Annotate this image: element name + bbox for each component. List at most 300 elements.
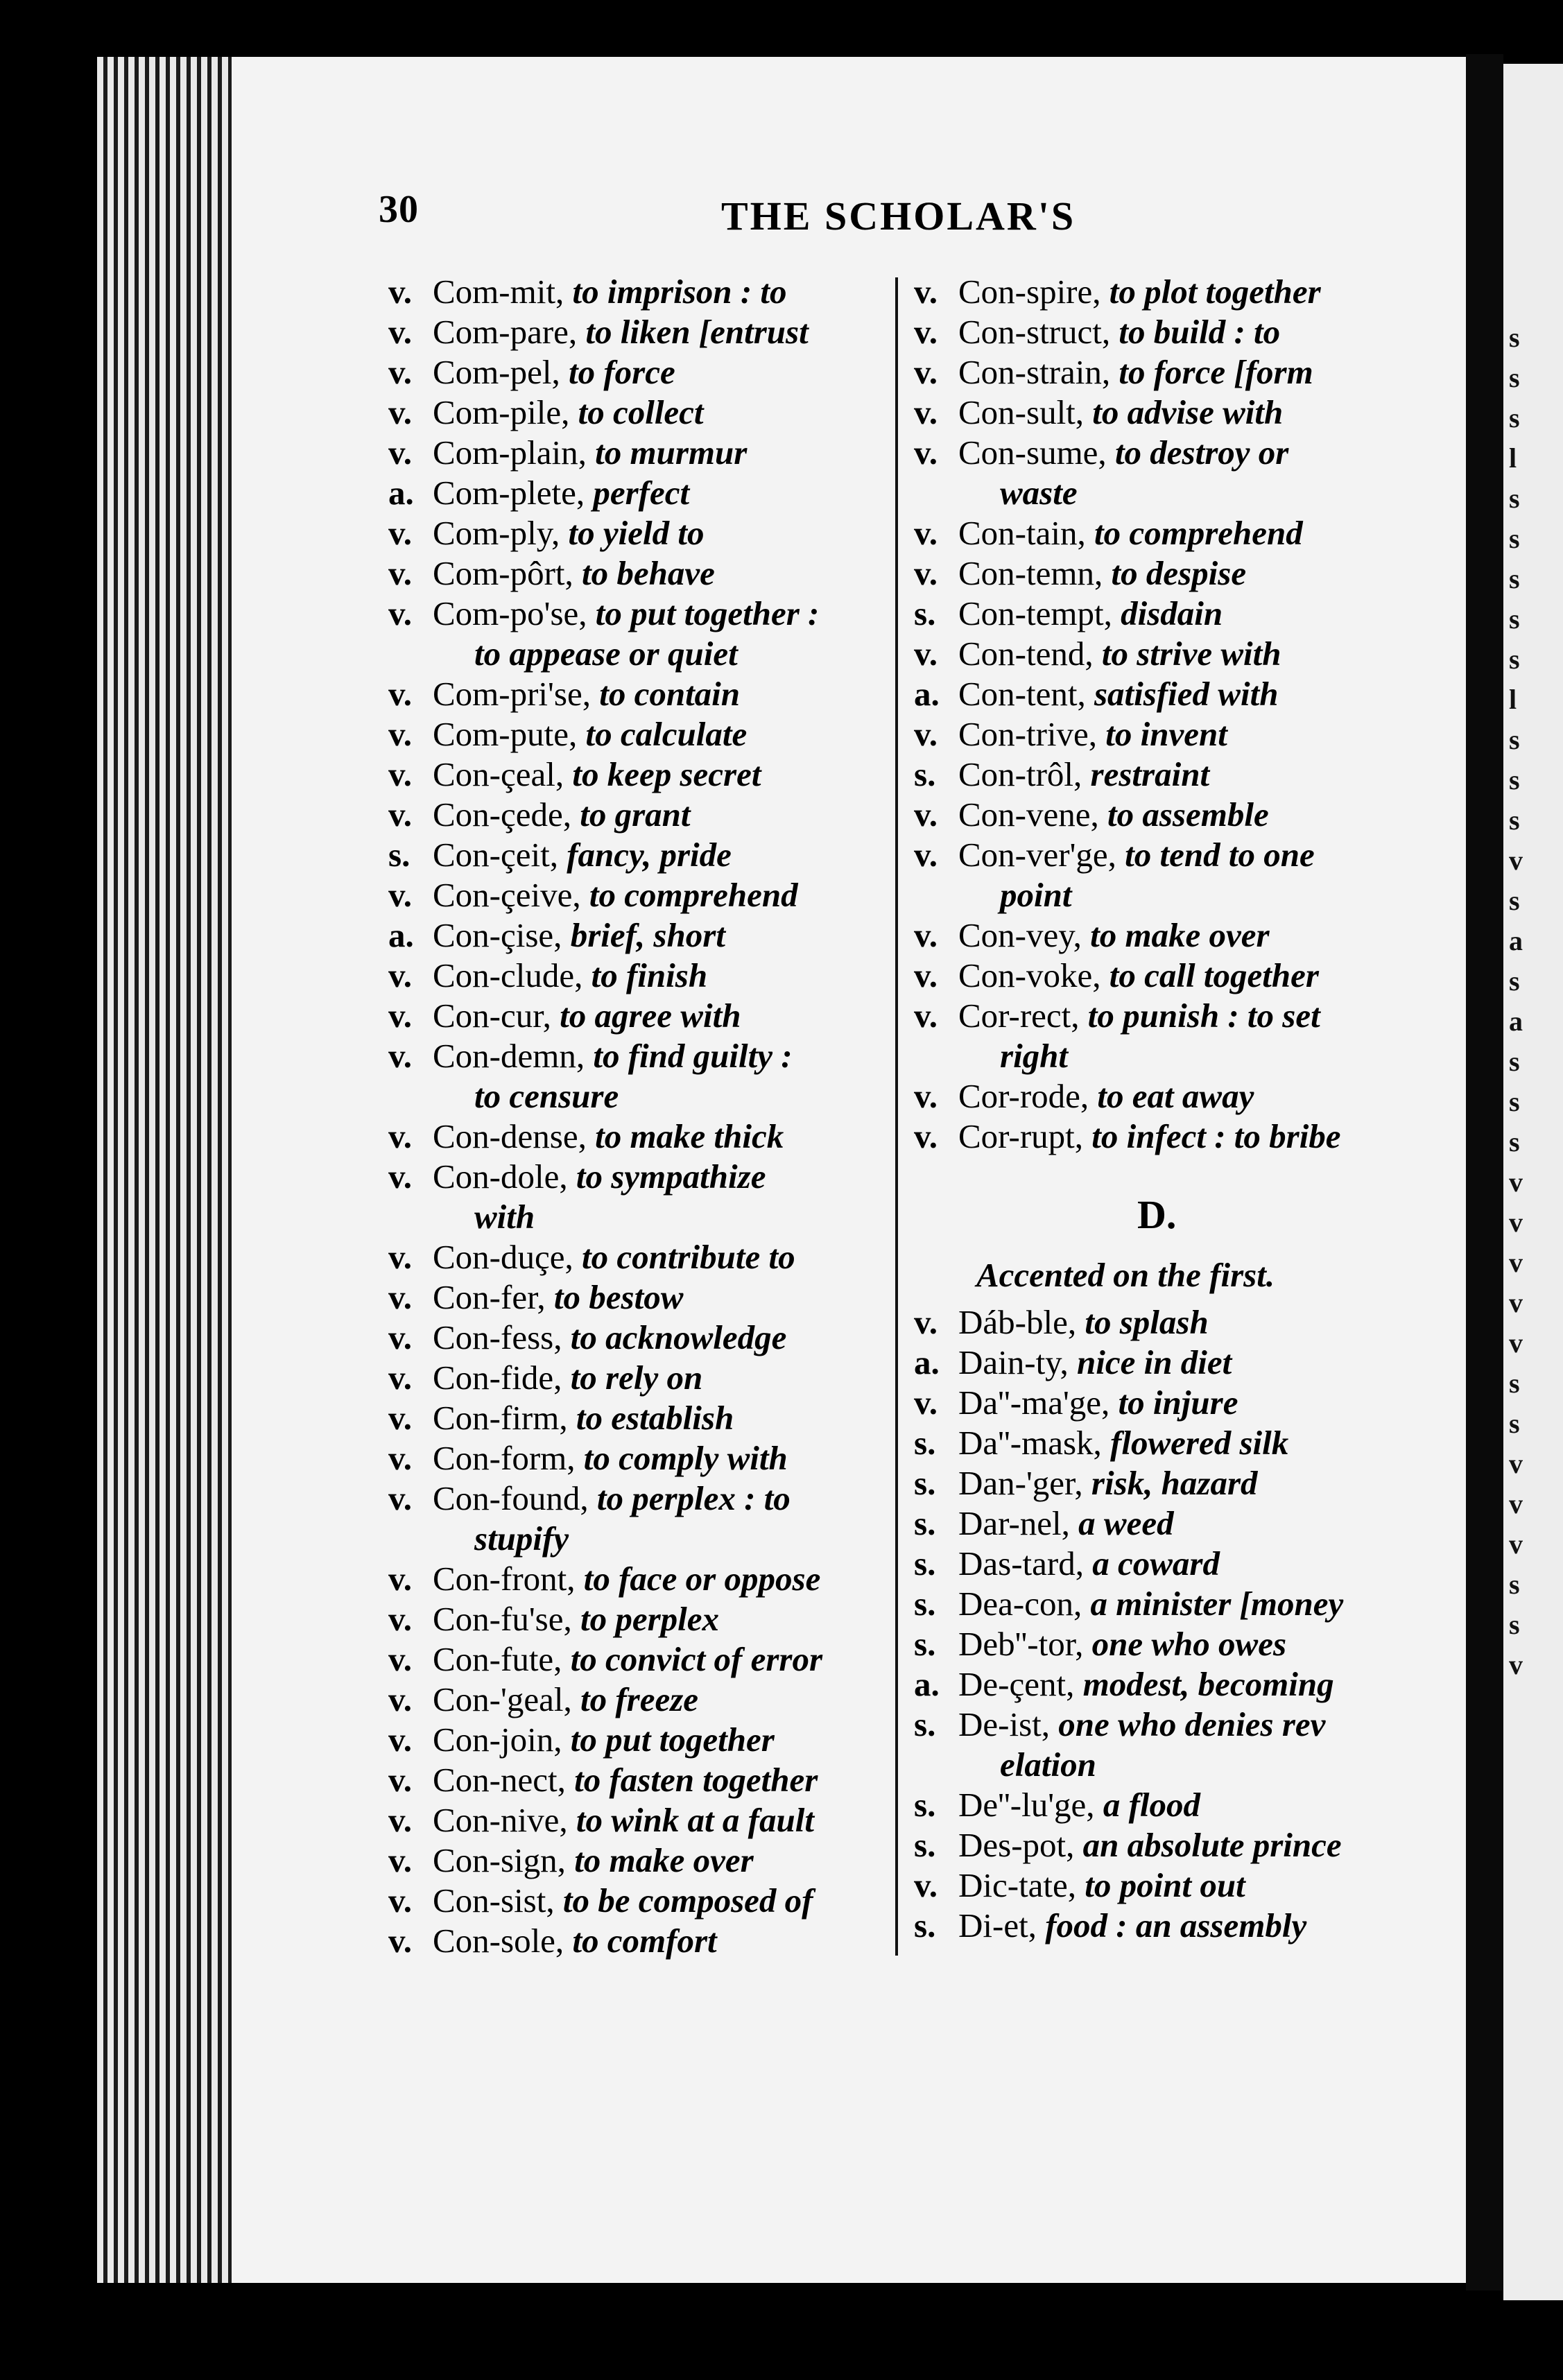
entry-word: Con-cur,	[433, 997, 551, 1035]
dictionary-entry	[914, 1036, 1431, 1076]
entry-word: Con-sole,	[433, 1922, 564, 1960]
entry-definition-continued: stupify	[474, 1519, 569, 1558]
part-of-speech: v.	[388, 1600, 413, 1638]
dictionary-entry	[914, 553, 1431, 594]
dictionary-entry	[914, 1076, 1431, 1116]
entry-word: De-çent,	[958, 1665, 1075, 1703]
dictionary-entry	[914, 915, 1431, 956]
entry-definition: to splash	[1085, 1303, 1209, 1341]
left-column	[388, 272, 891, 1961]
dictionary-entry	[914, 835, 1431, 875]
facing-page-fragment: v	[1509, 1207, 1523, 1238]
entry-definition: to comply with	[583, 1439, 788, 1477]
entry-word: Con-dense,	[433, 1117, 587, 1155]
part-of-speech: v.	[388, 1680, 413, 1718]
entry-definition: to invent	[1105, 715, 1227, 753]
facing-page-fragment: l	[1509, 442, 1517, 474]
part-of-speech: s.	[914, 1424, 936, 1462]
facing-page-fragment: s	[1509, 764, 1520, 795]
dictionary-entry	[914, 1503, 1431, 1544]
part-of-speech: v.	[388, 554, 413, 592]
entry-definition: to contain	[599, 675, 741, 713]
entry-definition: to tend to one	[1125, 836, 1315, 874]
entry-definition: to face or oppose	[583, 1560, 821, 1598]
dictionary-entry	[914, 714, 1431, 754]
entry-word: Cor-rode,	[958, 1077, 1089, 1115]
dictionary-entry	[914, 1664, 1431, 1705]
dictionary-entry	[388, 1358, 891, 1398]
part-of-speech: v.	[388, 876, 413, 914]
running-header: THE SCHOLAR'S	[721, 193, 1076, 239]
part-of-speech: v.	[388, 1439, 413, 1477]
part-of-speech: v.	[388, 313, 413, 351]
part-of-speech: v.	[914, 313, 938, 351]
part-of-speech: v.	[388, 433, 413, 472]
dictionary-entry	[914, 393, 1431, 433]
entry-definition: to put together :	[595, 594, 820, 632]
entry-definition: to force	[568, 353, 675, 391]
entry-word: Com-pôrt,	[433, 554, 573, 592]
dictionary-entry	[914, 1116, 1431, 1157]
dictionary-entry	[388, 1720, 891, 1760]
part-of-speech: v.	[914, 353, 938, 391]
entry-definition: to destroy or	[1114, 433, 1289, 472]
dictionary-entry	[388, 1881, 891, 1921]
entry-definition: modest, becoming	[1082, 1665, 1334, 1703]
entry-definition: to murmur	[595, 433, 748, 472]
entry-word: Con-dole,	[433, 1157, 568, 1196]
entry-word: Con-tend,	[958, 635, 1094, 673]
part-of-speech: v.	[388, 795, 413, 834]
entry-definition: to perplex : to	[596, 1479, 791, 1517]
entry-definition: to finish	[591, 956, 708, 994]
part-of-speech: s.	[914, 1826, 936, 1864]
dictionary-entry	[914, 594, 1431, 634]
part-of-speech: v.	[388, 393, 413, 431]
part-of-speech: v.	[388, 1157, 413, 1196]
entry-definition: to imprison : to	[572, 273, 787, 311]
dictionary-entry	[388, 1036, 891, 1076]
facing-page-strip	[1503, 64, 1563, 2300]
dictionary-entry	[914, 1705, 1431, 1745]
facing-page-fragment: s	[1509, 362, 1520, 393]
entry-word: Da''-ma'ge,	[958, 1383, 1110, 1422]
part-of-speech: v.	[914, 1303, 938, 1341]
part-of-speech: s.	[914, 1585, 936, 1623]
dictionary-entry	[388, 634, 891, 674]
facing-page-fragment: v	[1509, 1166, 1523, 1198]
entry-definition-continued: to appease or quiet	[474, 635, 738, 673]
part-of-speech: v.	[914, 635, 938, 673]
entry-definition: to make over	[574, 1841, 754, 1879]
entry-definition: to collect	[578, 393, 704, 431]
dictionary-entry	[914, 1544, 1431, 1584]
dictionary-entry	[388, 714, 891, 754]
part-of-speech: v.	[388, 514, 413, 552]
entry-definition: to eat away	[1097, 1077, 1254, 1115]
entry-word: Dea-con,	[958, 1585, 1082, 1623]
entry-word: Da''-mask,	[958, 1424, 1102, 1462]
dictionary-entry	[914, 1785, 1431, 1825]
part-of-speech: s.	[914, 1705, 936, 1743]
entry-definition: to make over	[1090, 916, 1270, 954]
dictionary-entry	[914, 634, 1431, 674]
entry-word: Con-tain,	[958, 514, 1086, 552]
dictionary-entry	[388, 915, 891, 956]
part-of-speech: v.	[388, 1761, 413, 1799]
entry-definition: to comfort	[572, 1922, 717, 1960]
entry-word: Con-'geal,	[433, 1680, 572, 1718]
dictionary-entry	[388, 754, 891, 795]
dictionary-entry	[388, 1680, 891, 1720]
dictionary-entry	[388, 352, 891, 393]
entry-definition-continued: to censure	[474, 1077, 619, 1115]
entry-definition: to grant	[580, 795, 691, 834]
entry-definition-continued: elation	[1000, 1745, 1096, 1784]
right-column	[914, 272, 1431, 1157]
entry-word: Con-sist,	[433, 1881, 555, 1920]
entry-definition: to fasten together	[574, 1761, 818, 1799]
entry-word: Con-fide,	[433, 1359, 562, 1397]
facing-page-fragment: s	[1509, 1368, 1520, 1399]
part-of-speech: v.	[914, 273, 938, 311]
part-of-speech: v.	[914, 715, 938, 753]
facing-page-fragment: v	[1509, 1448, 1523, 1479]
dictionary-entry	[388, 1639, 891, 1680]
entry-definition: to advise with	[1092, 393, 1284, 431]
entry-word: Con-trôl,	[958, 755, 1082, 793]
part-of-speech: v.	[914, 514, 938, 552]
entry-definition-continued: waste	[1000, 474, 1078, 512]
facing-page-fragment: v	[1509, 1247, 1523, 1278]
entry-definition-continued: point	[1000, 876, 1072, 914]
entry-definition: to convict of error	[570, 1640, 823, 1678]
part-of-speech: s.	[914, 1906, 936, 1944]
dictionary-entry	[914, 1624, 1431, 1664]
entry-word: Con-clude,	[433, 956, 583, 994]
facing-page-fragment: v	[1509, 1488, 1523, 1519]
entry-word: Con-found,	[433, 1479, 589, 1517]
part-of-speech: v.	[388, 1359, 413, 1397]
page-number: 30	[379, 188, 419, 231]
entry-word: Con-sign,	[433, 1841, 566, 1879]
dictionary-entry	[388, 674, 891, 714]
entry-word: Con-ver'ge,	[958, 836, 1116, 874]
entry-definition: an absolute prince	[1082, 1826, 1342, 1864]
part-of-speech: v.	[388, 1922, 413, 1960]
entry-definition: to put together	[570, 1721, 775, 1759]
entry-word: Con-fer,	[433, 1278, 546, 1316]
entry-word: Dain-ty,	[958, 1343, 1069, 1381]
entry-word: De''-lu'ge,	[958, 1786, 1095, 1824]
entry-word: Dan-'ger,	[958, 1464, 1083, 1502]
entry-definition: perfect	[593, 474, 690, 512]
part-of-speech: v.	[388, 1479, 413, 1517]
part-of-speech: v.	[914, 554, 938, 592]
dictionary-entry	[388, 1076, 891, 1116]
entry-word: Con-spire,	[958, 273, 1101, 311]
book-page-edges	[97, 57, 234, 2283]
section-subheading: Accented on the first.	[976, 1256, 1275, 1294]
entry-word: Con-voke,	[958, 956, 1101, 994]
part-of-speech: a.	[914, 1343, 940, 1381]
dictionary-entry	[914, 272, 1431, 312]
entry-definition: risk, hazard	[1091, 1464, 1258, 1502]
part-of-speech: a.	[388, 474, 414, 512]
entry-word: Com-pare,	[433, 313, 578, 351]
entry-definition: a minister [money	[1090, 1585, 1344, 1623]
entry-word: Com-pri'se,	[433, 675, 591, 713]
part-of-speech: s.	[914, 1464, 936, 1502]
dictionary-entry	[388, 1438, 891, 1478]
facing-page-fragment: s	[1509, 1569, 1520, 1600]
part-of-speech: v.	[914, 1117, 938, 1155]
facing-page-fragment: a	[1509, 1006, 1523, 1037]
entry-definition: disdain	[1121, 594, 1223, 632]
entry-definition: to punish : to set	[1087, 997, 1320, 1035]
part-of-speech: s.	[914, 1625, 936, 1663]
entry-word: Con-fute,	[433, 1640, 562, 1678]
dictionary-entry	[914, 1825, 1431, 1865]
facing-page-fragment: s	[1509, 724, 1520, 755]
part-of-speech: v.	[914, 1077, 938, 1115]
entry-definition-continued: with	[474, 1198, 535, 1236]
part-of-speech: v.	[388, 1399, 413, 1437]
dictionary-entry	[914, 956, 1431, 996]
dictionary-entry	[388, 393, 891, 433]
entry-word: Con-çede,	[433, 795, 571, 834]
entry-definition: to keep secret	[572, 755, 761, 793]
entry-definition: to comprehend	[1094, 514, 1303, 552]
entry-definition: to comprehend	[589, 876, 798, 914]
entry-definition: to calculate	[585, 715, 748, 753]
entry-definition: to contribute to	[582, 1238, 795, 1276]
entry-definition: to assemble	[1107, 795, 1269, 834]
facing-page-fragment: s	[1509, 402, 1520, 433]
entry-word: Con-çeal,	[433, 755, 564, 793]
dictionary-entry	[388, 513, 891, 553]
section-heading: D.	[1137, 1192, 1177, 1237]
entry-definition: food : an assembly	[1045, 1906, 1307, 1944]
facing-page-fragment: v	[1509, 1649, 1523, 1680]
entry-word: Con-nive,	[433, 1801, 568, 1839]
dictionary-entry	[914, 795, 1431, 835]
dictionary-entry	[914, 1745, 1431, 1785]
dictionary-entry	[388, 1599, 891, 1639]
dictionary-entry	[388, 1318, 891, 1358]
entry-word: Com-pel,	[433, 353, 560, 391]
entry-word: Con-tempt,	[958, 594, 1112, 632]
dictionary-entry	[388, 1398, 891, 1438]
dictionary-entry	[388, 1157, 891, 1197]
entry-definition: a coward	[1092, 1544, 1220, 1583]
part-of-speech: v.	[388, 675, 413, 713]
dictionary-entry	[914, 433, 1431, 473]
entry-word: Con-çeive,	[433, 876, 581, 914]
entry-word: Con-tent,	[958, 675, 1086, 713]
entry-definition: to force [form	[1119, 353, 1313, 391]
entry-word: Con-trive,	[958, 715, 1098, 753]
entry-definition: to point out	[1085, 1866, 1245, 1904]
dictionary-entry	[388, 272, 891, 312]
part-of-speech: s.	[914, 594, 936, 632]
entry-definition: a flood	[1103, 1786, 1200, 1824]
dictionary-entry	[388, 1519, 891, 1559]
part-of-speech: a.	[388, 916, 414, 954]
dictionary-entry	[388, 996, 891, 1036]
part-of-speech: v.	[388, 1721, 413, 1759]
facing-page-fragment: s	[1509, 1408, 1520, 1439]
dictionary-entry	[388, 956, 891, 996]
entry-word: De-ist,	[958, 1705, 1050, 1743]
facing-page-fragment: s	[1509, 523, 1520, 554]
entry-definition: to agree with	[560, 997, 741, 1035]
entry-word: Con-vene,	[958, 795, 1099, 834]
facing-page-fragment: v	[1509, 1327, 1523, 1359]
entry-word: Con-çise,	[433, 916, 562, 954]
entry-word: Di-et,	[958, 1906, 1037, 1944]
entry-word: Con-vey,	[958, 916, 1082, 954]
entry-word: Com-pile,	[433, 393, 570, 431]
entry-definition: to freeze	[580, 1680, 699, 1718]
entry-definition: to be composed of	[562, 1881, 813, 1920]
entry-definition: to liken [entrust	[585, 313, 809, 351]
entry-word: Com-ply,	[433, 514, 560, 552]
dictionary-entry	[388, 875, 891, 915]
dictionary-entry	[388, 1840, 891, 1881]
entry-definition: to wink at a fault	[576, 1801, 814, 1839]
part-of-speech: v.	[388, 755, 413, 793]
part-of-speech: v.	[388, 1841, 413, 1879]
dictionary-entry	[388, 1116, 891, 1157]
entry-word: Deb''-tor,	[958, 1625, 1084, 1663]
entry-definition: to make thick	[595, 1117, 784, 1155]
part-of-speech: a.	[914, 675, 940, 713]
facing-page-fragment: l	[1509, 684, 1517, 715]
part-of-speech: s.	[914, 1504, 936, 1542]
facing-page-fragment: s	[1509, 603, 1520, 635]
entry-definition: to build : to	[1119, 313, 1281, 351]
facing-page-fragment: s	[1509, 483, 1520, 514]
dictionary-entry	[914, 312, 1431, 352]
dictionary-entry	[388, 835, 891, 875]
dictionary-entry	[388, 795, 891, 835]
facing-page-fragment: s	[1509, 322, 1520, 353]
entry-definition: restraint	[1090, 755, 1210, 793]
entry-definition: nice in diet	[1077, 1343, 1232, 1381]
part-of-speech: v.	[914, 1866, 938, 1904]
entry-definition: to strive with	[1101, 635, 1281, 673]
dictionary-entry	[388, 1237, 891, 1277]
part-of-speech: v.	[388, 1560, 413, 1598]
entry-word: Com-mit,	[433, 273, 564, 311]
entry-word: Des-pot,	[958, 1826, 1075, 1864]
entry-word: Con-form,	[433, 1439, 576, 1477]
part-of-speech: v.	[388, 1117, 413, 1155]
entry-definition: to sympathize	[576, 1157, 766, 1196]
entry-word: Cor-rect,	[958, 997, 1080, 1035]
part-of-speech: v.	[388, 353, 413, 391]
dictionary-entry	[388, 1760, 891, 1800]
part-of-speech: v.	[914, 997, 938, 1035]
entry-definition: to despise	[1111, 554, 1247, 592]
entry-word: Con-sume,	[958, 433, 1107, 472]
entry-definition: to rely on	[570, 1359, 703, 1397]
part-of-speech: v.	[914, 916, 938, 954]
dictionary-entry	[388, 1478, 891, 1519]
part-of-speech: v.	[914, 1383, 938, 1422]
facing-page-fragment: s	[1509, 1046, 1520, 1077]
dictionary-entry	[388, 1277, 891, 1318]
dictionary-entry	[914, 1343, 1431, 1383]
entry-word: Das-tard,	[958, 1544, 1084, 1583]
entry-word: Con-çeit,	[433, 836, 558, 874]
part-of-speech: v.	[914, 836, 938, 874]
column-divider	[895, 277, 898, 1956]
part-of-speech: v.	[388, 715, 413, 753]
part-of-speech: v.	[914, 433, 938, 472]
dictionary-entry	[914, 513, 1431, 553]
entry-definition: to bestow	[553, 1278, 684, 1316]
entry-definition-continued: right	[1000, 1037, 1069, 1075]
dictionary-entry	[388, 473, 891, 513]
entry-definition: to yield to	[568, 514, 705, 552]
entry-definition: to find guilty :	[593, 1037, 793, 1075]
entry-definition: to establish	[576, 1399, 734, 1437]
facing-page-fragment: v	[1509, 1287, 1523, 1318]
entry-definition: to perplex	[580, 1600, 720, 1638]
dictionary-entry	[388, 1197, 891, 1237]
part-of-speech: s.	[914, 1786, 936, 1824]
part-of-speech: v.	[388, 1801, 413, 1839]
part-of-speech: v.	[914, 956, 938, 994]
dictionary-entry	[388, 594, 891, 634]
dictionary-entry	[914, 352, 1431, 393]
entry-word: Con-nect,	[433, 1761, 566, 1799]
entry-word: Con-duçe,	[433, 1238, 573, 1276]
entry-definition: to infect : to bribe	[1091, 1117, 1341, 1155]
entry-definition: one who owes	[1091, 1625, 1287, 1663]
dictionary-entry	[914, 1906, 1431, 1946]
facing-page-fragment: s	[1509, 1609, 1520, 1640]
entry-definition: satisfied with	[1094, 675, 1279, 713]
dictionary-entry	[914, 1584, 1431, 1624]
entry-definition: one who denies rev	[1058, 1705, 1326, 1743]
entry-definition: brief, short	[570, 916, 725, 954]
dictionary-entry	[388, 1800, 891, 1840]
entry-word: Con-temn,	[958, 554, 1103, 592]
book-gutter	[1466, 54, 1503, 2291]
part-of-speech: v.	[388, 273, 413, 311]
facing-page-fragment: s	[1509, 1126, 1520, 1157]
dictionary-entry	[914, 996, 1431, 1036]
part-of-speech: v.	[388, 956, 413, 994]
entry-word: Con-struct,	[958, 313, 1111, 351]
part-of-speech: v.	[388, 1640, 413, 1678]
entry-definition: fancy, pride	[567, 836, 732, 874]
facing-page-fragment: s	[1509, 804, 1520, 836]
dictionary-entry	[388, 553, 891, 594]
dictionary-entry	[914, 1423, 1431, 1463]
facing-page-fragment: s	[1509, 644, 1520, 675]
entry-word: Com-plain,	[433, 433, 587, 472]
entry-word: Cor-rupt,	[958, 1117, 1084, 1155]
facing-page-fragment: a	[1509, 925, 1523, 956]
facing-page-fragment: s	[1509, 563, 1520, 594]
right-column-d-section	[914, 1302, 1431, 1946]
part-of-speech: v.	[914, 393, 938, 431]
part-of-speech: s.	[914, 1544, 936, 1583]
